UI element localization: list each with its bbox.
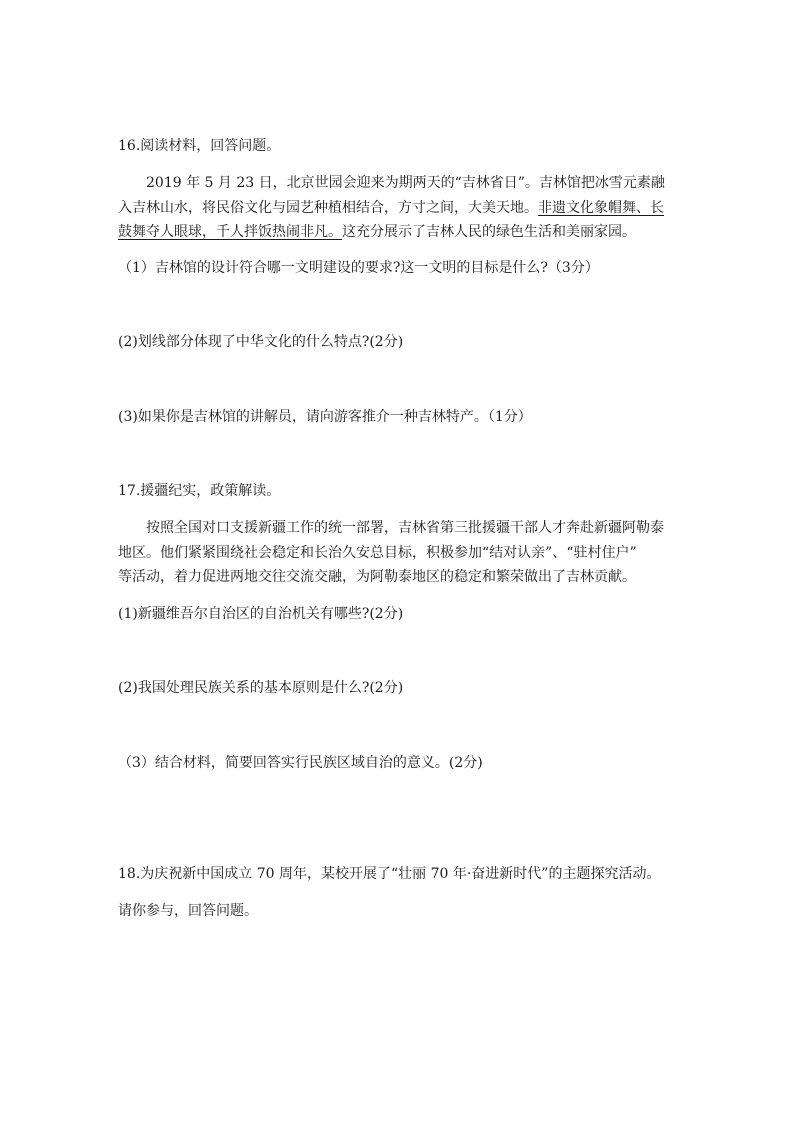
q16-sub-question-2: (2)划线部分体现了中华文化的什么特点?(2分) — [118, 334, 404, 350]
q16-material-line-1: 2019 年 5 月 23 日，北京世园会迎来为期两天的“吉林省日”。吉林馆把冰雪元素融 — [146, 175, 665, 191]
q16-material-line-3 — [118, 222, 636, 242]
q18-prompt-line-2: 请你参与，回答问题。 — [118, 903, 258, 919]
q17-title: 17.援疆纪实，政策解读。 — [118, 483, 281, 499]
q17-material-line-2: 地区。他们紧紧围绕社会稳定和长治久安总目标，积极参加“结对认亲”、“驻村住户” — [118, 545, 637, 561]
q17-sub-question-1: (1)新疆维吾尔自治区的自治机关有哪些?(2分) — [118, 606, 404, 622]
q16-material-line-2 — [118, 198, 664, 218]
q16-underlined-text-1: 非遗文化象帽舞、长 — [538, 200, 664, 216]
q16-sub-question-1: （1）吉林馆的设计符合哪一文明建设的要求?这一文明的目标是什么?（3分） — [118, 260, 599, 276]
q16-material-line-2-text: 入吉林山水，将民俗文化与园艺种植相结合，方寸之间，大美天地。 — [118, 200, 538, 216]
q16-underlined-text-2: 鼓舞夺人眼球，千人拌饭热闹非凡。 — [118, 224, 342, 240]
q18-prompt-line-1: 18.为庆祝新中国成立 70 周年，某校开展了“壮丽 70 年·奋进新时代”的主题探究活动。 — [118, 866, 661, 882]
q17-material-line-1: 按照全国对口支援新疆工作的统一部署，吉林省第三批援疆干部人才奔赴新疆阿勒泰 — [146, 520, 664, 536]
q17-material-line-3: 等活动，着力促进两地交往交流交融，为阿勒泰地区的稳定和繁荣做出了吉林贡献。 — [118, 569, 636, 585]
q16-sub-question-3: (3)如果你是吉林馆的讲解员，请向游客推介一种吉林特产。（1分） — [118, 409, 532, 425]
q17-sub-question-2: (2)我国处理民族关系的基本原则是什么?(2分) — [118, 680, 404, 696]
q16-material-line-3-text: 这充分展示了吉林人民的绿色生活和美丽家园。 — [342, 224, 636, 240]
q16-title: 16.阅读材料，回答问题。 — [118, 138, 281, 154]
q17-sub-question-3: （3）结合材料，简要回答实行民族区域自治的意义。(2分) — [118, 755, 483, 771]
